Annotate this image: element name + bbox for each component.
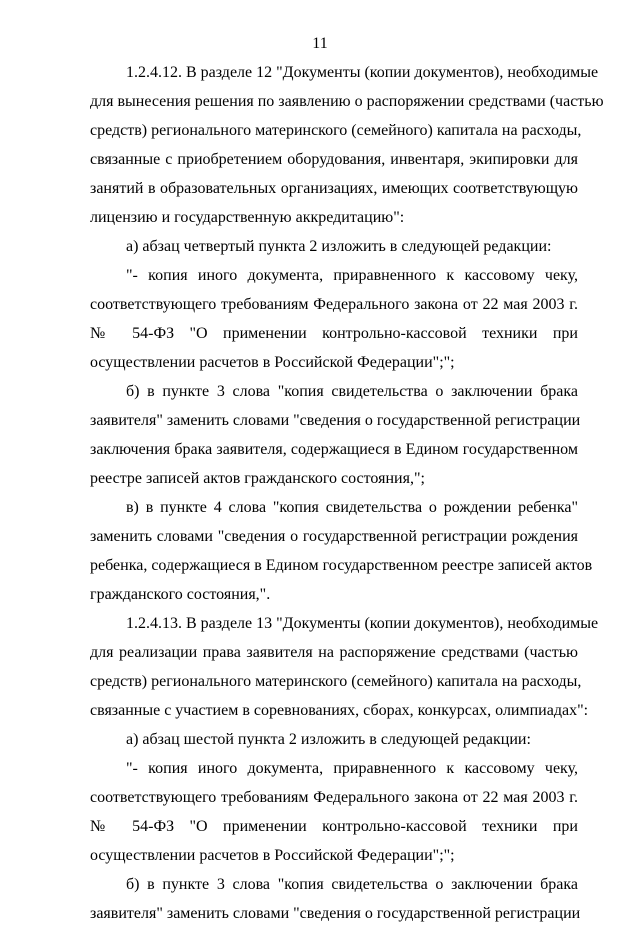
paragraph-line: № 54-ФЗ "О применении контрольно-кассовой техники при bbox=[90, 818, 578, 835]
paragraph-line: заявителя" заменить словами "сведения о государственной регистрации bbox=[90, 905, 581, 922]
paragraph bbox=[90, 725, 578, 754]
paragraph bbox=[90, 754, 578, 870]
paragraph-line: 1.2.4.13. В разделе 13 "Документы (копии документов), необходимые bbox=[126, 615, 599, 632]
paragraph bbox=[90, 493, 593, 609]
page-number: 11 bbox=[312, 35, 328, 52]
paragraph-line: связанные с приобретением оборудования, инвентаря, экипировки для bbox=[90, 151, 578, 168]
paragraph-line: средств) регионального материнского (семейного) капитала на расходы, bbox=[90, 673, 582, 690]
paragraph-line: б) в пункте 3 слова "копия свидетельства о заключении брака bbox=[126, 383, 578, 400]
paragraph-line: гражданского состояния,". bbox=[90, 586, 271, 603]
paragraph-line: соответствующего требованиям Федерального закона от 22 мая 2003 г. bbox=[90, 789, 578, 806]
paragraph-line: для реализации права заявителя на распоряжение средствами (частью bbox=[90, 644, 578, 661]
paragraph-line: "- копия иного документа, приравненного к кассовому чеку, bbox=[126, 267, 578, 284]
paragraph-line: связанные с участием в соревнованиях, сборах, конкурсах, олимпиадах": bbox=[90, 702, 589, 719]
paragraph bbox=[90, 870, 581, 928]
paragraph bbox=[90, 232, 578, 261]
paragraph bbox=[90, 609, 599, 725]
paragraph-line: № 54-ФЗ "О применении контрольно-кассовой техники при bbox=[90, 325, 578, 342]
paragraph bbox=[90, 58, 604, 232]
paragraph-line: занятий в образовательных организациях, имеющих соответствующую bbox=[90, 180, 578, 197]
paragraph bbox=[90, 377, 581, 493]
paragraph bbox=[90, 261, 578, 377]
paragraph-line: а) абзац шестой пункта 2 изложить в следующей редакции: bbox=[126, 731, 531, 748]
document-body bbox=[90, 58, 604, 928]
paragraph-line: "- копия иного документа, приравненного к кассовому чеку, bbox=[126, 760, 578, 777]
paragraph-line: реестре записей актов гражданского состояния,"; bbox=[90, 470, 425, 487]
paragraph-line: лицензию и государственную аккредитацию": bbox=[90, 209, 405, 226]
paragraph-line: соответствующего требованиям Федерального закона от 22 мая 2003 г. bbox=[90, 296, 578, 313]
paragraph-line: заявителя" заменить словами "сведения о государственной регистрации bbox=[90, 412, 581, 429]
paragraph-line: б) в пункте 3 слова "копия свидетельства о заключении брака bbox=[126, 876, 578, 893]
paragraph-line: ребенка, содержащиеся в Едином государственном реестре записей актов bbox=[90, 557, 593, 574]
paragraph-line: средств) регионального материнского (семейного) капитала на расходы, bbox=[90, 122, 582, 139]
paragraph-line: осуществлении расчетов в Российской Федерации";"; bbox=[90, 354, 455, 371]
paragraph-line: а) абзац четвертый пункта 2 изложить в следующей редакции: bbox=[126, 238, 552, 255]
paragraph-line: осуществлении расчетов в Российской Федерации";"; bbox=[90, 847, 455, 864]
paragraph-line: для вынесения решения по заявлению о распоряжении средствами (частью bbox=[90, 93, 604, 110]
paragraph-line: в) в пункте 4 слова "копия свидетельства о рождении ребенка" bbox=[126, 499, 578, 516]
paragraph-line: заменить словами "сведения о государственной регистрации рождения bbox=[90, 528, 578, 545]
paragraph-line: 1.2.4.12. В разделе 12 "Документы (копии документов), необходимые bbox=[126, 64, 599, 81]
paragraph-line: заключения брака заявителя, содержащиеся в Едином государственном bbox=[90, 441, 578, 458]
